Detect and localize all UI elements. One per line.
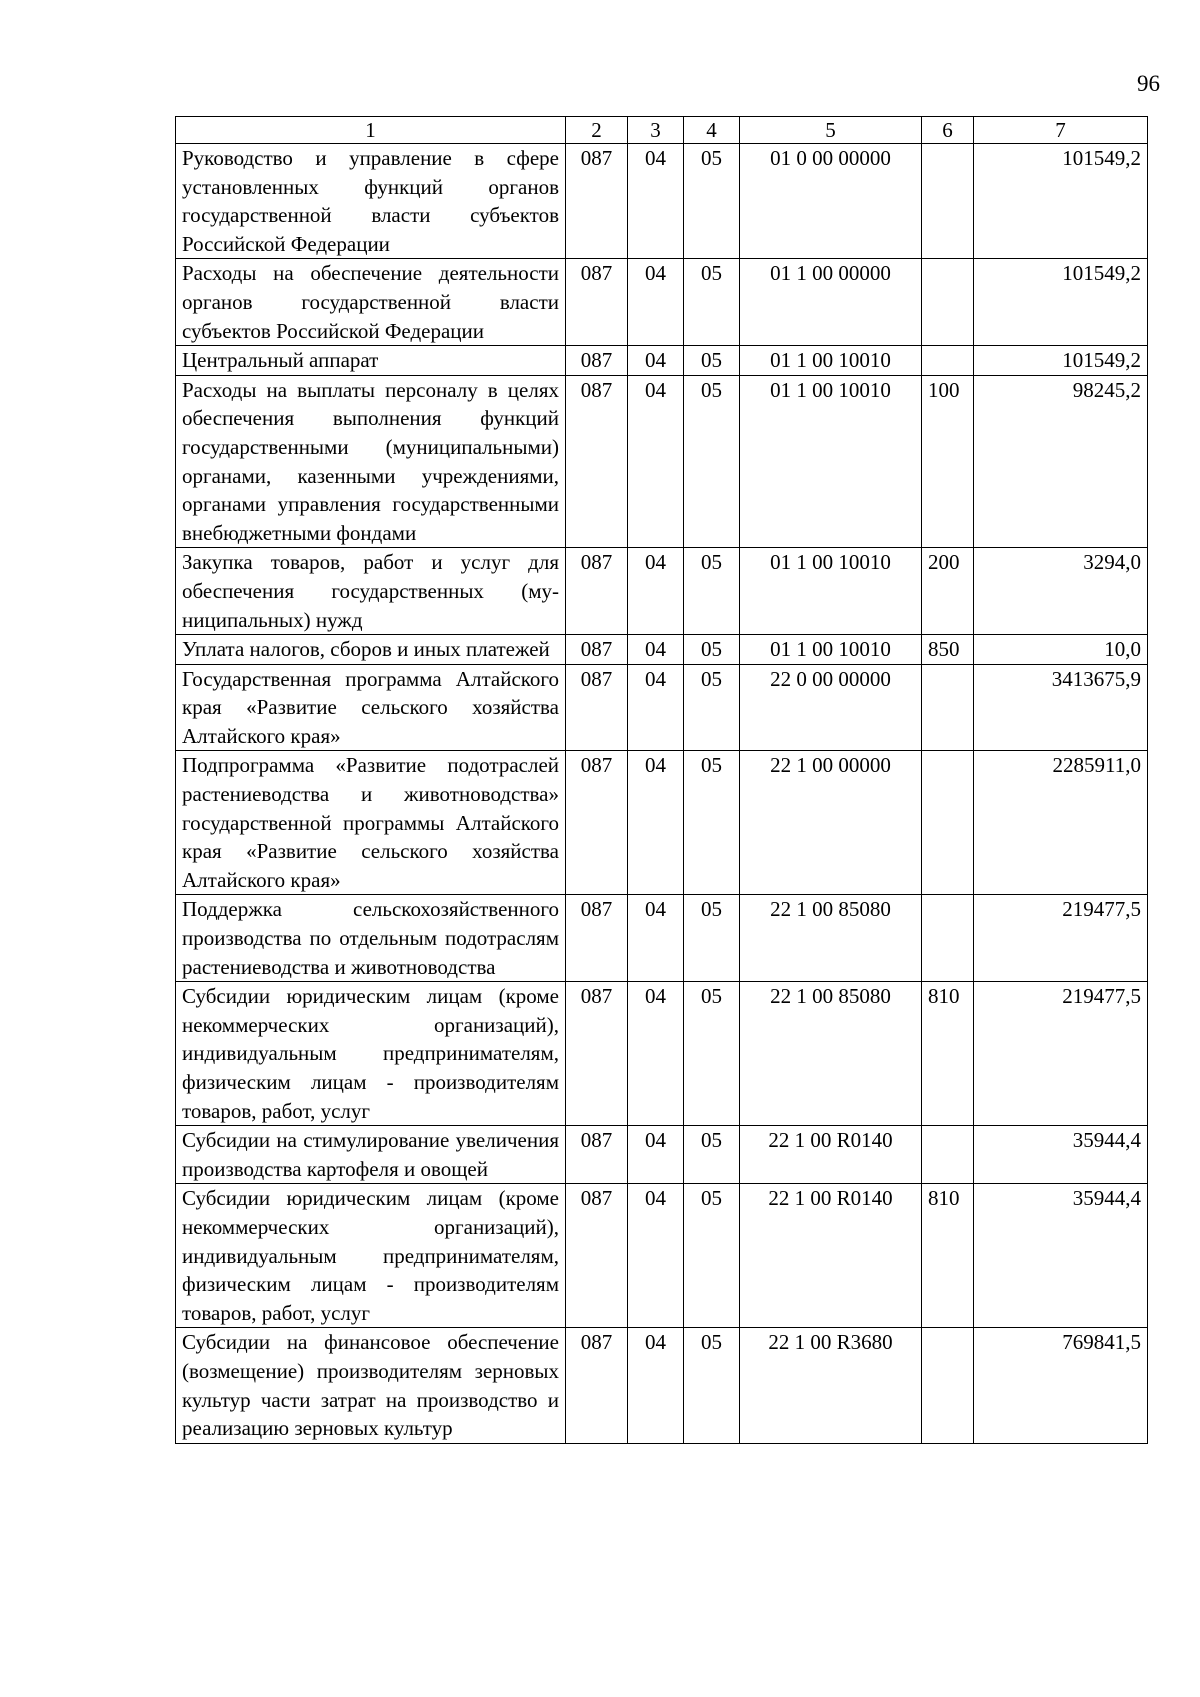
subsection-code-cell: 05 — [684, 1184, 740, 1328]
expense-type-cell — [922, 751, 974, 895]
amount-cell: 219477,5 — [974, 895, 1148, 982]
subsection-code-cell: 05 — [684, 144, 740, 259]
amount-cell: 101549,2 — [974, 259, 1148, 346]
admin-code-cell: 087 — [566, 895, 628, 982]
admin-code-cell: 087 — [566, 1184, 628, 1328]
column-header: 2 — [566, 117, 628, 144]
table-row — [176, 548, 1148, 635]
table-row — [176, 144, 1148, 259]
amount-cell: 98245,2 — [974, 375, 1148, 548]
subsection-code-cell: 05 — [684, 751, 740, 895]
section-code-cell: 04 — [628, 346, 684, 376]
section-code-cell: 04 — [628, 664, 684, 751]
expense-type-cell: 850 — [922, 635, 974, 665]
table-row — [176, 895, 1148, 982]
target-article-cell: 01 1 00 10010 — [740, 375, 922, 548]
column-header: 4 — [684, 117, 740, 144]
expense-type-cell — [922, 664, 974, 751]
table-row — [176, 1328, 1148, 1443]
admin-code-cell: 087 — [566, 1328, 628, 1443]
page-number: 96 — [1137, 71, 1160, 96]
admin-code-cell: 087 — [566, 751, 628, 895]
subsection-code-cell: 05 — [684, 664, 740, 751]
expense-type-cell: 810 — [922, 1184, 974, 1328]
amount-cell: 101549,2 — [974, 144, 1148, 259]
table-row — [176, 346, 1148, 376]
amount-cell: 2285911,0 — [974, 751, 1148, 895]
expense-type-cell — [922, 259, 974, 346]
row-name-cell: Подпрограмма «Развитие подотраслей растениеводства и животноводства» государственной программы Алтайского края «Развитие сельского хозяйства Алтайского края» — [176, 751, 566, 895]
table-row — [176, 375, 1148, 548]
expense-type-cell — [922, 1126, 974, 1184]
admin-code-cell: 087 — [566, 664, 628, 751]
row-name-cell: Субсидии юридическим лицам (кроме некоммерческих организаций), индивидуальным предпринимателям, физическим лицам - производителям товаров, работ, услуг — [176, 1184, 566, 1328]
subsection-code-cell: 05 — [684, 259, 740, 346]
table-row — [176, 635, 1148, 665]
amount-cell: 10,0 — [974, 635, 1148, 665]
row-name-cell: Субсидии юридическим лицам (кроме некоммерческих организаций), индивидуальным предпринимателям, физическим лицам - производителям товаров, работ, услуг — [176, 982, 566, 1126]
amount-cell: 3413675,9 — [974, 664, 1148, 751]
budget-table — [175, 116, 1148, 1444]
column-header: 5 — [740, 117, 922, 144]
table-row — [176, 1184, 1148, 1328]
target-article-cell: 01 1 00 00000 — [740, 259, 922, 346]
subsection-code-cell: 05 — [684, 982, 740, 1126]
section-code-cell: 04 — [628, 751, 684, 895]
row-name-cell: Уплата налогов, сборов и иных платежей — [176, 635, 566, 665]
section-code-cell: 04 — [628, 635, 684, 665]
row-name-cell: Руководство и управление в сфере установленных функций органов государственной власти субъектов Российской Федерации — [176, 144, 566, 259]
admin-code-cell: 087 — [566, 635, 628, 665]
amount-cell: 35944,4 — [974, 1126, 1148, 1184]
subsection-code-cell: 05 — [684, 375, 740, 548]
admin-code-cell: 087 — [566, 982, 628, 1126]
amount-cell: 3294,0 — [974, 548, 1148, 635]
expense-type-cell: 810 — [922, 982, 974, 1126]
row-name-cell: Субсидии на финансовое обеспечение (возмещение) производителям зерновых культур части затрат на производство и реализацию зерновых культур — [176, 1328, 566, 1443]
subsection-code-cell: 05 — [684, 346, 740, 376]
subsection-code-cell: 05 — [684, 895, 740, 982]
expense-type-cell — [922, 1328, 974, 1443]
row-name-cell: Закупка товаров, работ и услуг для обеспечения государственных (муниципальных) нужд — [176, 548, 566, 635]
target-article-cell: 22 1 00 R3680 — [740, 1328, 922, 1443]
row-name-cell: Субсидии на стимулирование увеличения производства картофеля и овощей — [176, 1126, 566, 1184]
column-header: 1 — [176, 117, 566, 144]
admin-code-cell: 087 — [566, 259, 628, 346]
column-header: 3 — [628, 117, 684, 144]
target-article-cell: 01 1 00 10010 — [740, 346, 922, 376]
subsection-code-cell: 05 — [684, 1126, 740, 1184]
amount-cell: 35944,4 — [974, 1184, 1148, 1328]
table-row — [176, 982, 1148, 1126]
table-row — [176, 664, 1148, 751]
row-name-cell: Государственная программа Алтайского края «Развитие сельского хозяйства Алтайского края» — [176, 664, 566, 751]
expense-type-cell — [922, 895, 974, 982]
section-code-cell: 04 — [628, 259, 684, 346]
section-code-cell: 04 — [628, 375, 684, 548]
subsection-code-cell: 05 — [684, 1328, 740, 1443]
expense-type-cell: 200 — [922, 548, 974, 635]
row-name-cell: Поддержка сельскохозяйственного производства по отдельным подотраслям растениеводства и животноводства — [176, 895, 566, 982]
expense-type-cell — [922, 346, 974, 376]
target-article-cell: 22 1 00 00000 — [740, 751, 922, 895]
target-article-cell: 01 0 00 00000 — [740, 144, 922, 259]
target-article-cell: 22 1 00 R0140 — [740, 1184, 922, 1328]
target-article-cell: 22 1 00 85080 — [740, 982, 922, 1126]
expense-type-cell — [922, 144, 974, 259]
subsection-code-cell: 05 — [684, 635, 740, 665]
section-code-cell: 04 — [628, 548, 684, 635]
section-code-cell: 04 — [628, 982, 684, 1126]
admin-code-cell: 087 — [566, 548, 628, 635]
section-code-cell: 04 — [628, 895, 684, 982]
target-article-cell: 01 1 00 10010 — [740, 635, 922, 665]
target-article-cell: 22 1 00 85080 — [740, 895, 922, 982]
section-code-cell: 04 — [628, 1328, 684, 1443]
target-article-cell: 22 1 00 R0140 — [740, 1126, 922, 1184]
column-header: 7 — [974, 117, 1148, 144]
admin-code-cell: 087 — [566, 1126, 628, 1184]
section-code-cell: 04 — [628, 1126, 684, 1184]
amount-cell: 219477,5 — [974, 982, 1148, 1126]
amount-cell: 101549,2 — [974, 346, 1148, 376]
table-row — [176, 259, 1148, 346]
admin-code-cell: 087 — [566, 375, 628, 548]
section-code-cell: 04 — [628, 144, 684, 259]
admin-code-cell: 087 — [566, 144, 628, 259]
subsection-code-cell: 05 — [684, 548, 740, 635]
admin-code-cell: 087 — [566, 346, 628, 376]
target-article-cell: 22 0 00 00000 — [740, 664, 922, 751]
section-code-cell: 04 — [628, 1184, 684, 1328]
column-header: 6 — [922, 117, 974, 144]
row-name-cell: Расходы на выплаты персоналу в целях обеспечения выполнения функций государственными (муниципальными) органами, казенными учреждениями, органами управления государственными внебюджетными фондами — [176, 375, 566, 548]
row-name-cell: Расходы на обеспечение деятельности органов государственной власти субъектов Российской Федерации — [176, 259, 566, 346]
row-name-cell: Центральный аппарат — [176, 346, 566, 376]
header-row — [176, 117, 1148, 144]
table-row — [176, 751, 1148, 895]
target-article-cell: 01 1 00 10010 — [740, 548, 922, 635]
table-row — [176, 1126, 1148, 1184]
expense-type-cell: 100 — [922, 375, 974, 548]
amount-cell: 769841,5 — [974, 1328, 1148, 1443]
